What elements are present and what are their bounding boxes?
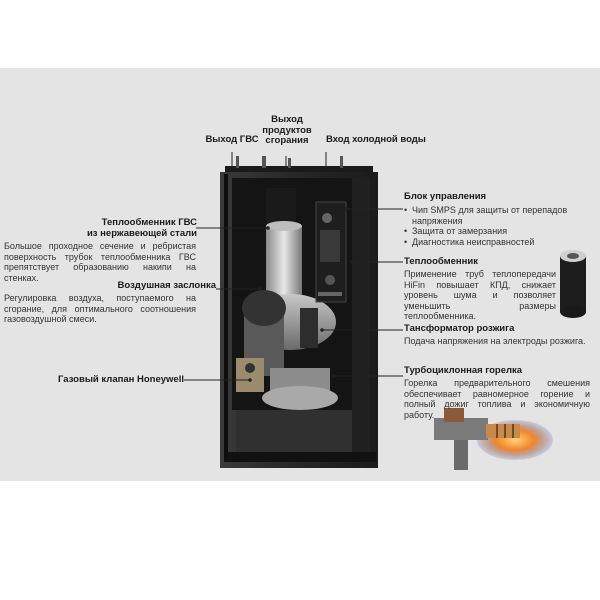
label-dhw-heat-exchanger: Теплообменник ГВС из нержавеющей стали [86, 217, 197, 239]
text-heat-exchanger: Применение труб теплопередачи HiFin повышает КПД, снижает уровень шума и позволяет уменьшить размеры теплообменника. [404, 269, 556, 321]
list-control-features [404, 205, 590, 247]
label-dhw-outlet: Выход ГВС [205, 134, 259, 145]
diagram-panel [0, 68, 600, 481]
label-turbo-burner: Турбоциклонная горелка [404, 365, 523, 376]
list-item: • Диагностика неисправностей [404, 237, 590, 248]
control-unit [316, 202, 346, 302]
list-item: • Защита от замерзания [404, 226, 590, 237]
label-gas-valve: Газовый клапан Honeywell [58, 374, 184, 385]
label-control-unit: Блок управления [404, 191, 487, 202]
text-ignition-transformer: Подача напряжения на электроды розжига. [404, 336, 586, 346]
text-air-damper: Регулировка воздуха, поступаемого на сгорание, для оптимального соотношения газовоздушной смеси. [4, 293, 196, 324]
hifin-tube-image [560, 250, 586, 318]
list-item: • Чип SMPS для защиты от перепадов напряжения [404, 205, 590, 226]
text-dhw-heat-exchanger: Большое проходное сечение и ребристая поверхность трубок теплообменника ГВС препятствует образованию накипи на стенках. [4, 241, 196, 283]
label-heat-exchanger: Теплообменник [404, 256, 478, 267]
text-turbo-burner: Горелка предварительного смешения обеспечивает равномерное горение и полный дожиг топлива и экономичную работу. [404, 378, 590, 420]
label-cold-water-inlet: Вход холодной воды [326, 134, 426, 145]
label-flue-outlet: Выход продуктов сгорания [262, 114, 312, 146]
label-air-damper: Воздушная заслонка [117, 280, 216, 291]
label-ignition-transformer: Тансформатор розжига [404, 323, 515, 334]
